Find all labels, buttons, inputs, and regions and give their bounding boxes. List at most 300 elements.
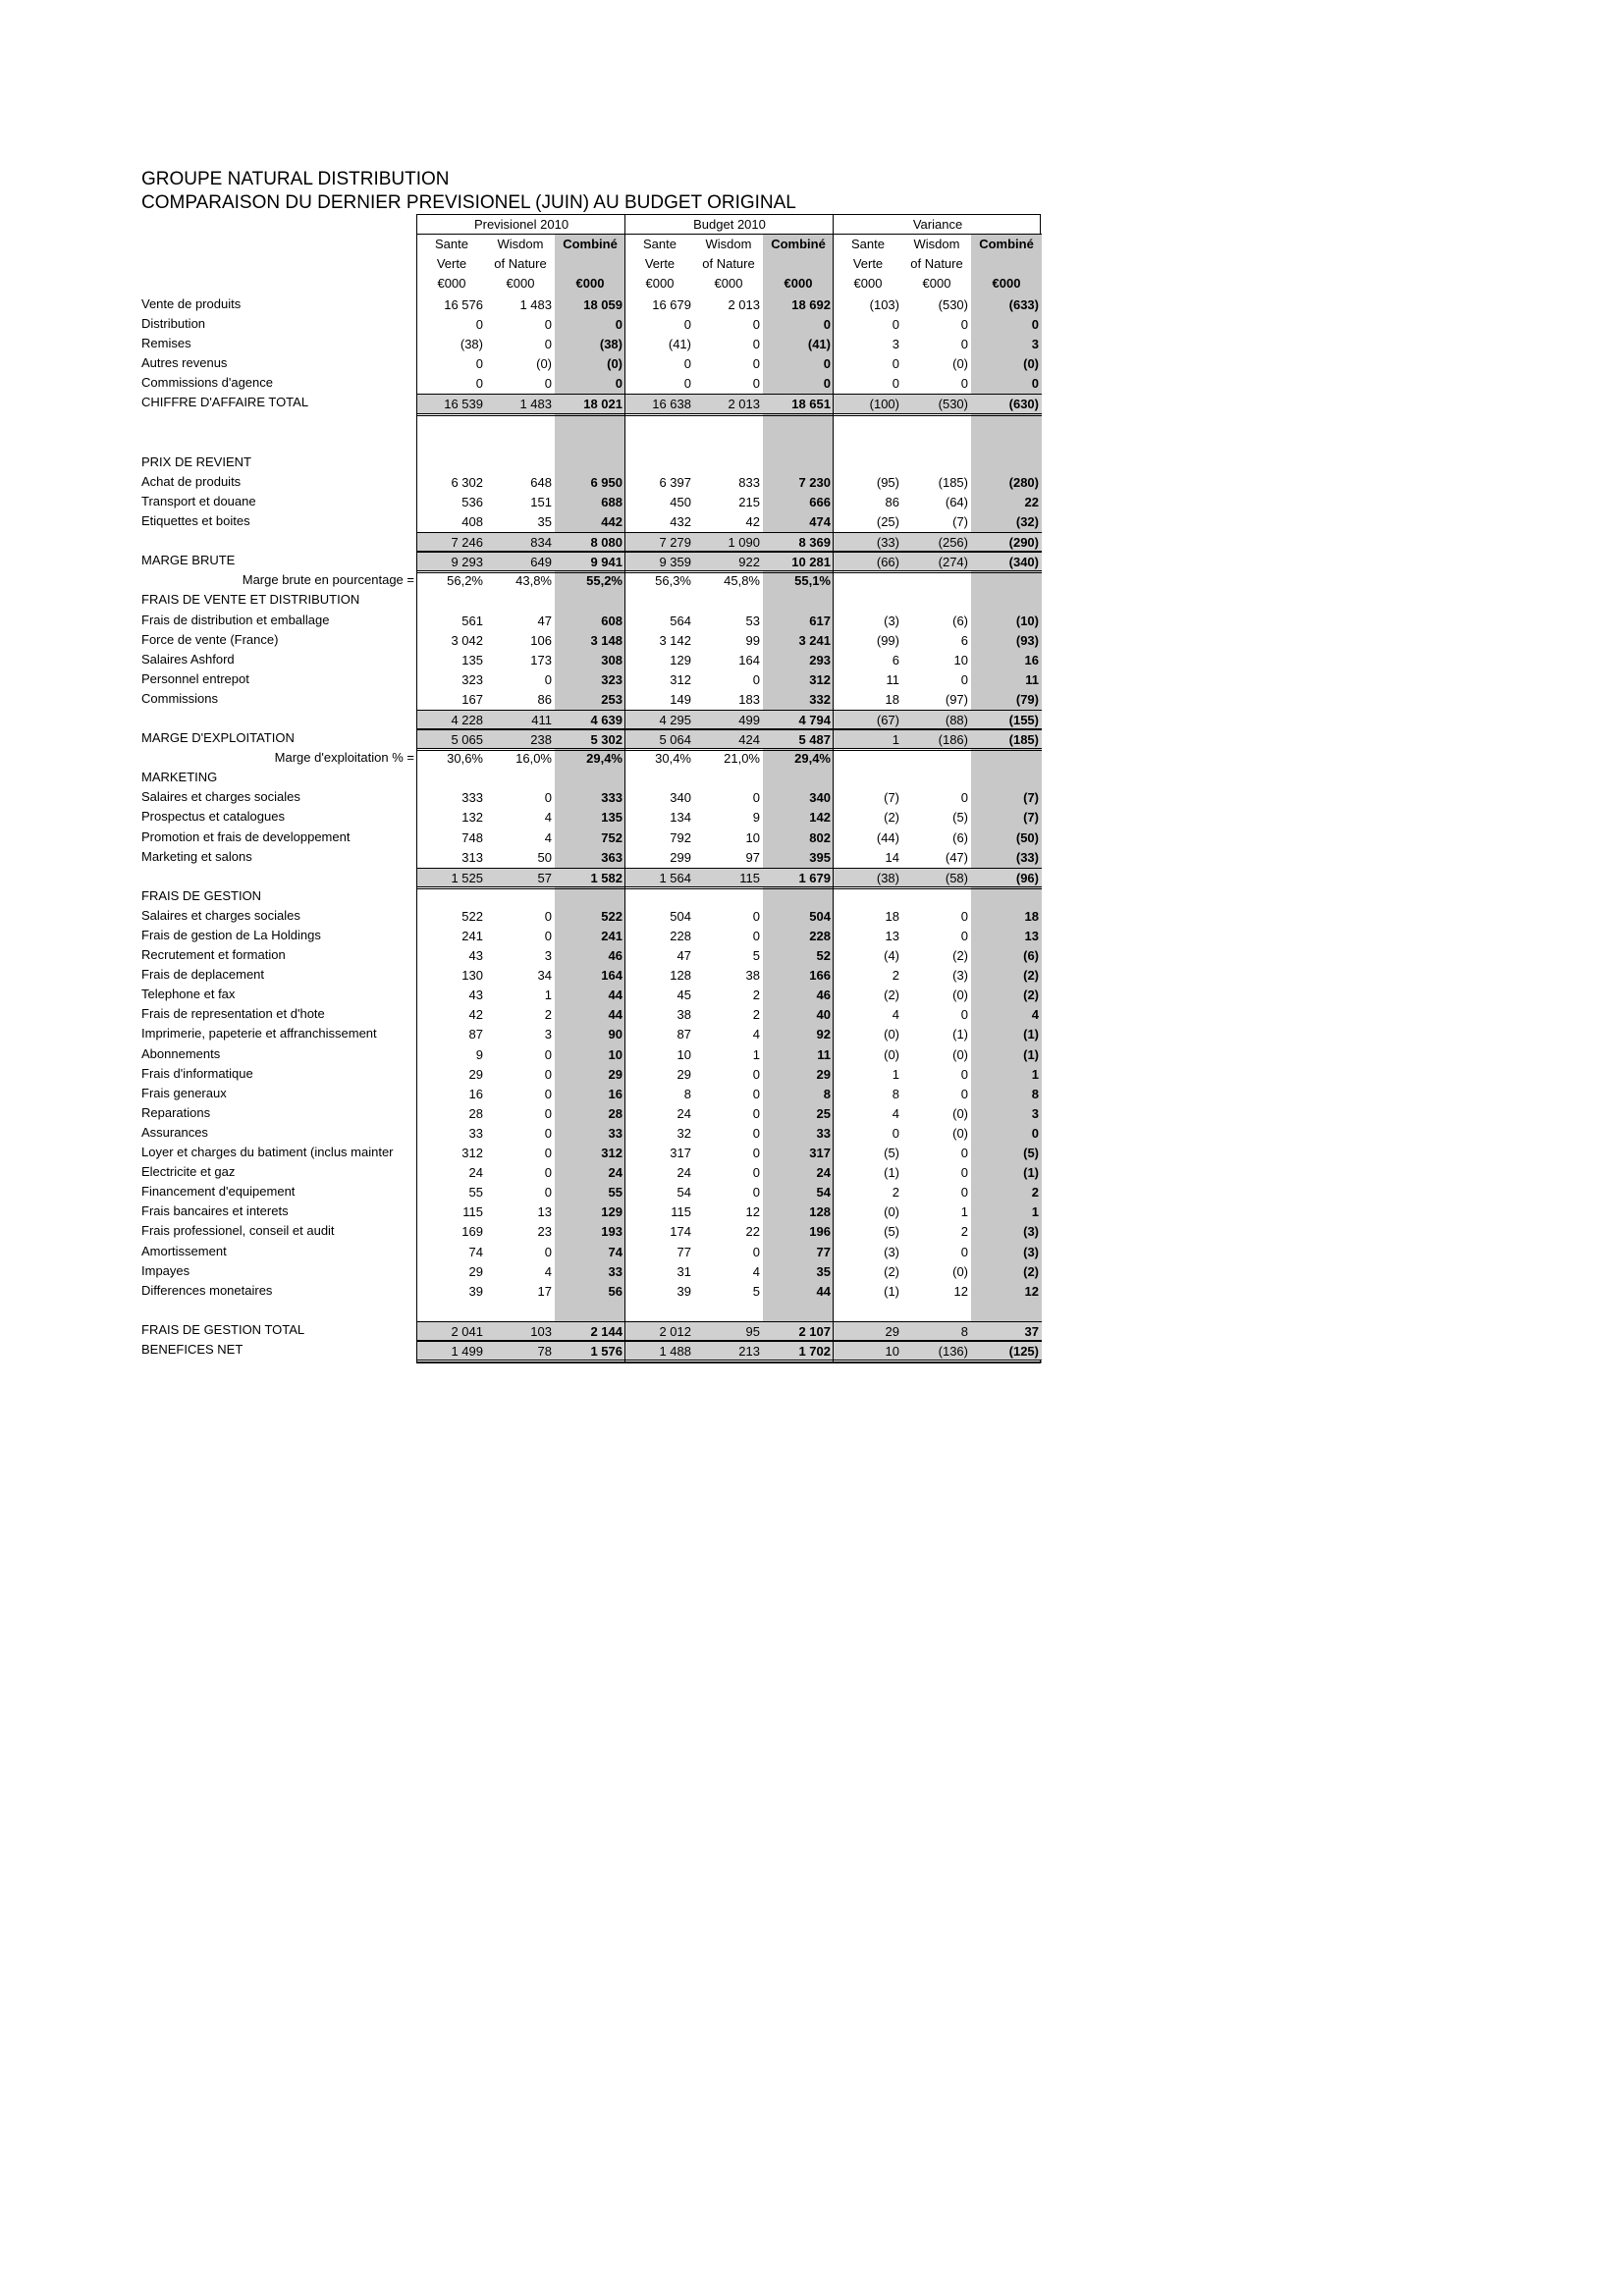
table-cell: 4 — [1031, 1007, 1039, 1023]
table-cell: 0 — [960, 1007, 968, 1023]
table-cell: 43,8% — [515, 573, 552, 589]
table-cell: 0 — [960, 1165, 968, 1181]
sub-header-line: of Nature — [702, 256, 755, 271]
table-cell: 33 — [608, 1125, 623, 1141]
table-row — [417, 612, 1042, 631]
row-label-text: Frais professionel, conseil et audit — [141, 1223, 335, 1239]
table-cell: 317 — [809, 1146, 831, 1161]
table-cell: 12 — [953, 1283, 968, 1299]
table-cell: 8 080 — [590, 535, 623, 551]
report-subtitle: COMPARAISON DU DERNIER PREVISIONEL (JUIN) AU BUDGET ORIGINAL — [141, 192, 796, 213]
table-cell: (6) — [1023, 948, 1039, 964]
table-cell: 0 — [960, 1146, 968, 1161]
table-cell: (0) — [884, 1027, 899, 1042]
table-row — [417, 493, 1042, 512]
table-cell: 5 065 — [451, 732, 483, 748]
row-label-text: Personnel entrepot — [141, 670, 249, 686]
table-cell: 44 — [816, 1283, 831, 1299]
table-cell: (88) — [945, 712, 968, 727]
sub-header-line: Verte — [852, 256, 884, 271]
table-cell: 3 — [892, 337, 899, 352]
row-labels — [141, 294, 416, 1360]
table-cell: 333 — [601, 790, 623, 806]
table-cell: 24 — [468, 1165, 483, 1181]
table-cell: 340 — [809, 790, 831, 806]
table-cell: 4 — [544, 1263, 552, 1279]
table-cell: 312 — [809, 671, 831, 687]
table-cell: 4 — [752, 1027, 760, 1042]
table-cell: 12 — [1024, 1283, 1039, 1299]
table-row — [417, 473, 1042, 493]
table-cell: 129 — [670, 652, 691, 667]
table-cell: 103 — [530, 1323, 552, 1339]
table-cell: 52 — [816, 948, 831, 964]
table-cell: 29,4% — [586, 751, 623, 767]
table-cell: 56 — [608, 1283, 623, 1299]
table-cell: 132 — [461, 810, 483, 826]
table-cell: 1 — [892, 1066, 899, 1082]
table-cell: 39 — [677, 1283, 691, 1299]
table-cell: 1 090 — [728, 535, 760, 551]
table-cell: 7 230 — [798, 474, 831, 490]
table-row — [417, 769, 1042, 788]
table-cell: 0 — [960, 337, 968, 352]
table-cell: 1 702 — [798, 1343, 831, 1359]
table-cell: 7 246 — [451, 535, 483, 551]
table-cell: 30,4% — [655, 751, 691, 767]
table-cell: 5 302 — [590, 732, 623, 748]
table-cell: 166 — [809, 968, 831, 984]
table-cell: (5) — [952, 810, 968, 826]
table-cell: 3 — [1031, 1105, 1039, 1121]
table-cell: 0 — [544, 1105, 552, 1121]
table-cell: 35 — [537, 514, 552, 530]
table-cell: 18 — [885, 908, 899, 924]
table-cell: 2 144 — [590, 1323, 623, 1339]
table-cell: (5) — [884, 1224, 899, 1240]
table-cell: 45 — [677, 988, 691, 1003]
table-cell: 2 — [1031, 1185, 1039, 1201]
table-cell: 608 — [601, 613, 623, 628]
row-label-text: Frais de representation et d'hote — [141, 1006, 325, 1022]
table-row — [417, 1085, 1042, 1104]
table-cell: (3) — [1023, 1244, 1039, 1259]
table-row — [417, 986, 1042, 1005]
table-cell: 21,0% — [724, 751, 760, 767]
total-row — [417, 729, 1042, 749]
row-label-text: Marge brute en pourcentage = — [242, 572, 414, 588]
table-cell: 16 539 — [444, 397, 483, 412]
table-cell: 10 — [885, 1343, 899, 1359]
table-cell: (2) — [884, 810, 899, 826]
table-cell: 0 — [475, 356, 483, 372]
table-cell: 0 — [1031, 317, 1039, 333]
table-cell: 332 — [809, 691, 831, 707]
table-cell: 24 — [608, 1165, 623, 1181]
row-label-text: Salaires Ashford — [141, 651, 235, 667]
row-label-text: Assurances — [141, 1124, 208, 1140]
table-cell: (256) — [938, 535, 968, 551]
table-cell: 0 — [475, 376, 483, 392]
table-cell: 499 — [738, 712, 760, 727]
table-cell: 35 — [816, 1263, 831, 1279]
row-label — [141, 1044, 416, 1064]
table-cell: 16 — [608, 1086, 623, 1101]
table-cell: 39 — [468, 1283, 483, 1299]
table-cell: 3 148 — [590, 632, 623, 648]
row-label-text: PRIX DE REVIENT — [141, 454, 251, 469]
table-cell: 87 — [468, 1027, 483, 1042]
table-cell: 55,1% — [794, 573, 831, 589]
row-label-text: Distribution — [141, 316, 206, 332]
table-row — [417, 907, 1042, 927]
table-cell: 2 013 — [728, 297, 760, 312]
table-cell: (2) — [952, 948, 968, 964]
sub-header-line: Combiné — [979, 237, 1034, 251]
sub-header-line: €000 — [506, 276, 535, 291]
table-cell: 1 679 — [798, 870, 831, 885]
row-label — [141, 511, 416, 531]
table-cell: 424 — [738, 732, 760, 748]
sub-header-line: Sante — [435, 237, 468, 251]
table-cell: 323 — [601, 671, 623, 687]
table-cell: 649 — [530, 555, 552, 570]
table-cell: 317 — [670, 1146, 691, 1161]
row-label — [141, 669, 416, 689]
row-label-text: FRAIS DE GESTION TOTAL — [141, 1321, 305, 1337]
table-cell: (38) — [460, 337, 483, 352]
table-row — [417, 1163, 1042, 1183]
row-label — [141, 650, 416, 669]
table-cell: 4 228 — [451, 712, 483, 727]
table-cell: 10 — [608, 1046, 623, 1062]
row-label-text: Marge d'exploitation % = — [274, 750, 414, 766]
table-cell: 4 — [544, 810, 552, 826]
total-row — [417, 868, 1042, 887]
row-label-text: Prospectus et catalogues — [141, 809, 285, 825]
table-cell: 0 — [752, 1066, 760, 1082]
table-row — [417, 1222, 1042, 1242]
sub-header-line: €000 — [853, 276, 883, 291]
sub-header-line: of Nature — [910, 256, 963, 271]
table-cell: 44 — [608, 1007, 623, 1023]
row-label — [141, 847, 416, 867]
sub-header-line — [555, 254, 625, 274]
table-cell: (103) — [869, 297, 899, 312]
table-cell: 37 — [1024, 1323, 1039, 1339]
table-row — [417, 887, 1042, 907]
table-cell: 95 — [745, 1323, 760, 1339]
table-cell: 0 — [544, 317, 552, 333]
table-cell: 0 — [544, 337, 552, 352]
table-cell: 53 — [745, 613, 760, 628]
table-cell: (0) — [952, 1046, 968, 1062]
table-cell: (67) — [876, 712, 899, 727]
table-cell: (186) — [938, 732, 968, 748]
table-cell: 504 — [670, 908, 691, 924]
table-cell: 228 — [809, 929, 831, 943]
report-title: GROUPE NATURAL DISTRIBUTION — [141, 169, 450, 189]
sub-header-line: Sante — [851, 237, 885, 251]
table-row — [417, 1144, 1042, 1163]
row-label — [141, 985, 416, 1004]
table-cell: 2 — [752, 1007, 760, 1023]
table-cell: (6) — [952, 829, 968, 845]
table-cell: 0 — [752, 376, 760, 392]
row-label-text: MARKETING — [141, 770, 218, 785]
table-cell: 169 — [461, 1224, 483, 1240]
row-label — [141, 828, 416, 847]
table-cell: 9 — [475, 1046, 483, 1062]
table-row — [417, 414, 1042, 434]
row-label-text: Etiquettes et boites — [141, 513, 250, 529]
table-cell: (7) — [884, 790, 899, 806]
table-cell: 18 — [885, 691, 899, 707]
table-cell: 28 — [468, 1105, 483, 1121]
table-cell: 8 — [683, 1086, 691, 1101]
table-cell: 0 — [615, 317, 623, 333]
total-row — [417, 1321, 1042, 1341]
table-cell: (1) — [952, 1027, 968, 1042]
table-cell: 28 — [608, 1105, 623, 1121]
table-cell: 16 — [1024, 652, 1039, 667]
table-cell: 4 — [892, 1105, 899, 1121]
table-cell: 97 — [745, 849, 760, 865]
table-cell: 1 — [960, 1204, 968, 1220]
row-label — [141, 1182, 416, 1201]
table-cell: 30,6% — [447, 751, 483, 767]
table-cell: 167 — [461, 691, 483, 707]
table-cell: 129 — [601, 1204, 623, 1220]
total-row — [417, 532, 1042, 552]
table-cell: 0 — [544, 1046, 552, 1062]
table-cell: 10 — [953, 652, 968, 667]
table-cell: 22 — [1024, 494, 1039, 509]
table-cell: 16,0% — [515, 751, 552, 767]
table-cell: 54 — [816, 1185, 831, 1201]
row-label — [141, 1281, 416, 1301]
table-cell: 293 — [809, 652, 831, 667]
table-cell: 14 — [885, 849, 899, 865]
row-label-text: FRAIS DE VENTE ET DISTRIBUTION — [141, 592, 360, 608]
table-cell: (290) — [1008, 535, 1039, 551]
table-cell: (2) — [1023, 1263, 1039, 1279]
table-cell: 0 — [544, 790, 552, 806]
table-cell: 6 397 — [659, 474, 691, 490]
row-label — [141, 433, 416, 453]
row-label-text: Salaires et charges sociales — [141, 907, 300, 923]
table-cell: 11 — [886, 671, 899, 687]
row-label-text: Abonnements — [141, 1045, 221, 1061]
table-cell: 11 — [1025, 671, 1039, 687]
table-cell: (1) — [884, 1165, 899, 1181]
table-cell: 648 — [530, 474, 552, 490]
table-cell: 561 — [461, 613, 483, 628]
row-label — [141, 611, 416, 630]
row-label — [141, 1024, 416, 1043]
table-cell: 115 — [462, 1204, 483, 1220]
table-cell: (33) — [1015, 849, 1039, 865]
table-cell: 0 — [615, 376, 623, 392]
table-cell: 0 — [752, 1105, 760, 1121]
table-cell: 149 — [670, 691, 691, 707]
table-row — [417, 1045, 1042, 1065]
row-label-text: Frais bancaires et interets — [141, 1203, 289, 1219]
table-cell: 0 — [960, 376, 968, 392]
column-divider — [833, 215, 834, 1362]
table-cell: 56,3% — [655, 573, 691, 589]
table-row — [417, 670, 1042, 690]
row-label-text: Commissions d'agence — [141, 375, 273, 391]
table-cell: 46 — [608, 948, 623, 964]
table-cell: 8 — [823, 1086, 831, 1101]
sub-header-line: Wisdom — [705, 237, 752, 251]
row-label-text: Impayes — [141, 1262, 190, 1278]
table-cell: 2 012 — [659, 1323, 691, 1339]
table-cell: 151 — [530, 494, 552, 509]
row-label-text: CHIFFRE D'AFFAIRE TOTAL — [141, 395, 309, 410]
table-cell: (97) — [945, 691, 968, 707]
table-cell: 0 — [544, 376, 552, 392]
row-label-text: Force de vente (France) — [141, 631, 279, 647]
row-label-text: Electricite et gaz — [141, 1164, 236, 1180]
table-cell: 752 — [601, 829, 623, 845]
sub-header-line: €000 — [437, 276, 466, 291]
table-cell: 164 — [738, 652, 760, 667]
table-cell: 1 — [1031, 1066, 1039, 1082]
table-cell: 0 — [960, 671, 968, 687]
row-label — [141, 1242, 416, 1261]
table-cell: 33 — [816, 1125, 831, 1141]
row-label-text: Salaires et charges sociales — [141, 789, 300, 805]
table-cell: 1 499 — [451, 1343, 483, 1359]
sub-header-line: €000 — [575, 276, 605, 291]
column-divider — [624, 215, 625, 1362]
table-cell: (38) — [876, 870, 899, 885]
row-label — [141, 551, 416, 570]
total-row — [417, 394, 1042, 413]
table-cell: 77 — [816, 1244, 831, 1259]
row-label-text: Imprimerie, papeterie et affranchissement — [141, 1026, 377, 1041]
table-cell: 6 950 — [590, 474, 623, 490]
table-cell: 4 295 — [659, 712, 691, 727]
sub-header-line: Wisdom — [913, 237, 960, 251]
row-label — [141, 1103, 416, 1123]
table-cell: 38 — [745, 968, 760, 984]
table-cell: 922 — [738, 555, 760, 570]
row-label-text: Frais de gestion de La Holdings — [141, 928, 321, 942]
table-cell: 128 — [809, 1204, 831, 1220]
table-cell: 16 679 — [652, 297, 691, 312]
table-cell: 313 — [461, 849, 483, 865]
table-row — [417, 828, 1042, 848]
row-label — [141, 630, 416, 650]
table-cell: 17 — [537, 1283, 552, 1299]
table-cell: (1) — [1023, 1046, 1039, 1062]
table-row — [417, 1104, 1042, 1124]
row-label-text: Commissions — [141, 690, 219, 706]
row-label-text: Recrutement et formation — [141, 947, 286, 963]
table-cell: 55 — [468, 1185, 483, 1201]
table-cell: (155) — [1008, 712, 1039, 727]
table-cell: 0 — [960, 1244, 968, 1259]
table-cell: 0 — [544, 671, 552, 687]
row-label — [141, 570, 416, 590]
table-cell: 142 — [809, 810, 831, 826]
table-cell: 792 — [670, 829, 691, 845]
table-cell: 312 — [461, 1146, 483, 1161]
row-label — [141, 393, 416, 412]
table-cell: 0 — [683, 317, 691, 333]
table-row — [417, 571, 1042, 591]
table-cell: 10 281 — [791, 555, 831, 570]
table-cell: 128 — [670, 968, 691, 984]
table-cell: (0) — [536, 356, 552, 372]
row-label — [141, 926, 416, 945]
table-cell: 90 — [608, 1027, 623, 1042]
table-cell: 2 — [892, 1185, 899, 1201]
row-label-text: Frais generaux — [141, 1085, 227, 1100]
table-row — [417, 295, 1042, 315]
table-cell: 77 — [677, 1244, 691, 1259]
table-cell: 564 — [670, 613, 691, 628]
row-label — [141, 1084, 416, 1103]
table-cell: 241 — [461, 929, 483, 943]
table-cell: (5) — [884, 1146, 899, 1161]
table-cell: 50 — [537, 849, 552, 865]
table-cell: 0 — [892, 317, 899, 333]
sub-header-line: of Nature — [494, 256, 547, 271]
table-cell: 228 — [670, 929, 691, 943]
table-cell: 2 107 — [798, 1323, 831, 1339]
table-cell: 408 — [461, 514, 483, 530]
table-cell: 4 639 — [590, 712, 623, 727]
row-label-text: FRAIS DE GESTION — [141, 887, 262, 903]
table-row — [417, 848, 1042, 868]
table-cell: 0 — [960, 790, 968, 806]
table-cell: (185) — [1008, 732, 1039, 748]
total-row — [417, 552, 1042, 571]
table-row — [417, 454, 1042, 473]
row-label — [141, 1162, 416, 1182]
table-cell: 395 — [809, 849, 831, 865]
table-cell: 16 576 — [444, 297, 483, 312]
table-cell: 4 — [892, 1007, 899, 1023]
table-cell: 1 483 — [519, 397, 552, 412]
table-cell: 0 — [960, 929, 968, 943]
table-cell: 9 359 — [659, 555, 691, 570]
row-label — [141, 294, 416, 314]
table-cell: 135 — [461, 652, 483, 667]
table-cell: 688 — [601, 494, 623, 509]
table-cell: 0 — [752, 790, 760, 806]
table-cell: (96) — [1015, 870, 1039, 885]
table-cell: 24 — [677, 1105, 691, 1121]
row-label — [141, 1143, 416, 1162]
table-cell: (340) — [1008, 555, 1039, 570]
table-cell: 8 — [892, 1086, 899, 1101]
table-cell: (47) — [945, 849, 968, 865]
table-row — [417, 808, 1042, 828]
table-cell: 18 — [1024, 908, 1039, 924]
table-cell: 2 041 — [451, 1323, 483, 1339]
table-row — [417, 1202, 1042, 1222]
table-cell: 0 — [892, 1125, 899, 1141]
table-cell: (3) — [952, 968, 968, 984]
table-cell: (530) — [938, 297, 968, 312]
row-label — [141, 945, 416, 965]
table-cell: 450 — [670, 494, 691, 509]
